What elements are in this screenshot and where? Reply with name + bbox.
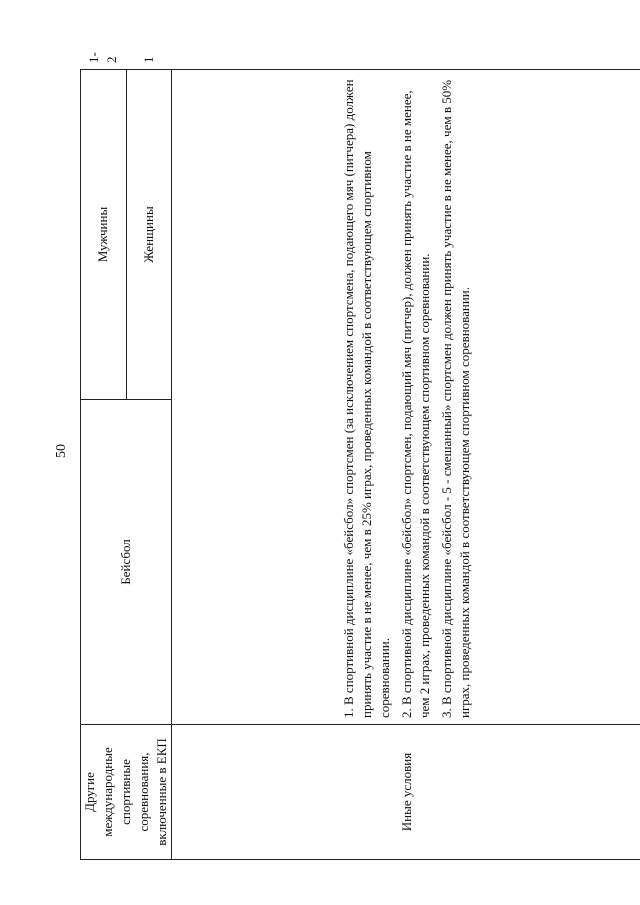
conditions-label: Иные условия [172, 725, 640, 860]
conditions-cell [172, 69, 640, 724]
page-number: 50 [54, 444, 69, 458]
requirements-table: Другие международные спортивные соревнования, включенные в ЕКП Бейсбол Мужчины 1-2 Женщины 1 Иные условия 1. В спортивной дисциплине «бейсбол» спортсмен (за исключением спортсмена, подающего мяч (питчера) должен принять участие в не менее, чем в 25% играх, проведенных командой в соответствующем спортивном соревновании. 2. В спортивной дисциплине «бейсбол» спортсмен, подающий мяч (питчер), должен принять участие в не менее, чем 2 играх, проведенных командой в соответствующем спортивном соревновании. 3. В спортивной дисциплине «бейсбол - 5 - смешанный» спортсмен должен принять участие в не менее, чем в 50% играх, проведенных командой в соответствующем спортивном соревновании. [80, 69, 640, 860]
gender-men: Мужчины [81, 69, 127, 399]
header-label: Другие международные спортивные соревнования, включенные в ЕКП [81, 725, 172, 860]
condition-item: 3. В спортивной дисциплине «бейсбол - 5 - смешанный» спортсмен должен принять участие в не менее, чем в 50% играх, проведенных командой в соответствующем спортивном соревновании. [438, 79, 472, 718]
rotated-table-container [80, 52, 630, 860]
condition-item: 1. В спортивной дисциплине «бейсбол» спортсмен (за исключением спортсмена, подающего мяч (питчера) должен принять участие в не менее, чем в 25% играх, проведенных командой в соответствующем спортивном соревновании. [340, 79, 392, 718]
condition-item: 2. В спортивной дисциплине «бейсбол» спортсмен, подающий мяч (питчер), должен принять участие в не менее, чем 2 играх, проведенных командой в соответствующем спортивном соревновании. [398, 90, 432, 718]
sport-name: Бейсбол [81, 400, 172, 725]
gender-women: Женщины [126, 69, 172, 399]
